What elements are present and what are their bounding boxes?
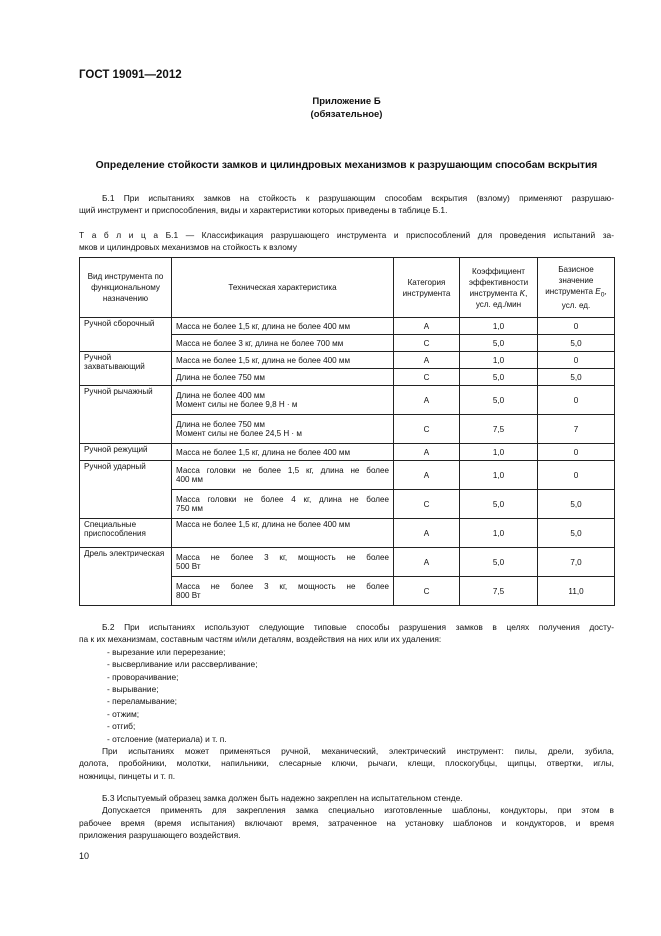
table-header-row xyxy=(80,258,615,318)
coefficient-cell: 7,5 xyxy=(460,415,538,444)
spec-cell: Масса не более 1,5 кг, длина не более 400 мм xyxy=(172,352,394,369)
category-cell: А xyxy=(394,519,460,548)
category-cell: А xyxy=(394,444,460,461)
coefficient-cell: 1,0 xyxy=(460,461,538,490)
spec-line: Масса головки не более 4 кг, длина не более xyxy=(176,495,389,504)
intro-paragraph xyxy=(79,192,614,217)
category-cell: С xyxy=(394,490,460,519)
base-value-cell: 0 xyxy=(538,444,615,461)
header-category: Категория инструмента xyxy=(394,258,460,318)
category-cell: С xyxy=(394,577,460,606)
spec-cell xyxy=(172,548,394,577)
tools-line: ножницы, пинцеты и т. п. xyxy=(79,770,176,781)
b2-line: па к их механизмам, составным частям и/или деталям, воздействия на них или их удаления: xyxy=(79,634,442,645)
spec-line: Длина не более 750 мм xyxy=(176,420,265,429)
base-value-cell: 5,0 xyxy=(538,369,615,386)
coefficient-cell: 7,5 xyxy=(460,577,538,606)
spec-line: Масса не более 3 кг, мощность не более xyxy=(176,553,389,562)
spec-cell: Длина не более 750 мм xyxy=(172,369,394,386)
spec-line: 400 мм xyxy=(176,475,203,484)
tool-kind: Специальные приспособления xyxy=(80,519,172,548)
spec-line: Длина не более 400 мм xyxy=(176,391,265,400)
tool-kind: Ручной ударный xyxy=(80,461,172,519)
caption-line: мков и цилиндровых механизмов на стойкость к взлому xyxy=(79,242,297,253)
list-item: - отгиб; xyxy=(107,721,136,732)
table-caption xyxy=(79,229,614,254)
category-cell: А xyxy=(394,318,460,335)
list-item: - вырывание; xyxy=(107,684,159,695)
spec-line: Момент силы не более 24,5 Н · м xyxy=(176,429,302,438)
spec-line: 750 мм xyxy=(176,504,203,513)
spec-cell: Масса не более 1,5 кг, длина не более 400 мм xyxy=(172,519,394,548)
coefficient-cell: 1,0 xyxy=(460,519,538,548)
base-value-cell: 7,0 xyxy=(538,548,615,577)
category-cell: А xyxy=(394,461,460,490)
base-value-cell: 7 xyxy=(538,415,615,444)
spec-line: Масса не более 3 кг, мощность не более xyxy=(176,582,389,591)
spec-cell xyxy=(172,386,394,415)
tool-kind: Ручной рычажный xyxy=(80,386,172,444)
coefficient-cell: 5,0 xyxy=(460,490,538,519)
tools-line: При испытаниях может применяться ручной, механический, электрический инструмент: пилы, дрели, зубила, xyxy=(102,746,614,757)
table-row xyxy=(80,519,615,548)
spec-cell xyxy=(172,577,394,606)
header-base-value: Базисное значение инструмента $E_0$, усл. ед. xyxy=(538,258,615,318)
coefficient-cell: 1,0 xyxy=(460,444,538,461)
appendix-status: (обязательное) xyxy=(310,109,383,120)
table-row xyxy=(80,386,615,415)
section-b2 xyxy=(79,621,614,782)
spec-line: Момент силы не более 9,8 Н · м xyxy=(176,400,298,409)
tool-kind: Ручной захватывающий xyxy=(80,352,172,386)
base-value-cell: 5,0 xyxy=(538,335,615,352)
b3-line: рабочее время (время испытания) включают время, затраченное на установку шаблонов и кондукторов, и время xyxy=(79,817,614,828)
spec-cell xyxy=(172,461,394,490)
spec-line: Масса головки не более 1,5 кг, длина не более xyxy=(176,466,389,475)
table-row xyxy=(80,318,615,335)
header-coefficient: Коэффициент эффективности инструмента K, усл. ед./мин xyxy=(460,258,538,318)
tools-line: долота, пробойники, молотки, напильники, слесарные ключи, рычаги, клещи, плоскогубцы, щипцы, отвертки, иглы, xyxy=(79,758,614,769)
category-cell: С xyxy=(394,369,460,386)
b3-line: приложения разрушающего воздействия. xyxy=(79,830,241,841)
b3-line: Допускается применять для закрепления замка специально изготовленные шаблоны, кондукторы, при этом в xyxy=(102,805,614,816)
spec-line: 500 Вт xyxy=(176,562,201,571)
coefficient-cell: 1,0 xyxy=(460,352,538,369)
list-item: - переламывание; xyxy=(107,696,177,707)
appendix-title: Приложение Б xyxy=(312,96,381,107)
spec-line: 800 Вт xyxy=(176,591,201,600)
category-cell: С xyxy=(394,335,460,352)
header-kind: Вид инструмента по функциональному назначению xyxy=(80,258,172,318)
category-cell: С xyxy=(394,415,460,444)
b2-line: Б.2 При испытаниях используют следующие типовые способы разрушения замков в целях получения досту- xyxy=(102,622,614,632)
base-value-cell: 5,0 xyxy=(538,490,615,519)
list-item: - отжим; xyxy=(107,708,140,719)
spec-cell xyxy=(172,415,394,444)
list-item: - проворачивание; xyxy=(107,671,179,682)
base-value-cell: 0 xyxy=(538,352,615,369)
section-title: Определение стойкости замков и цилиндровых механизмов к разрушающим способам вскрытия xyxy=(95,160,598,171)
table-row xyxy=(80,444,615,461)
base-value-cell: 0 xyxy=(538,461,615,490)
caption-line: Т а б л и ц а Б.1 — Классификация разрушающего инструмента и приспособлений для проведения испытаний за- xyxy=(79,230,614,240)
tool-classification-table xyxy=(79,257,615,606)
category-cell: А xyxy=(394,548,460,577)
list-item: - отслоение (материала) и т. п. xyxy=(107,733,227,744)
page-number: 10 xyxy=(79,851,90,861)
spec-cell: Масса не более 1,5 кг, длина не более 400 мм xyxy=(172,318,394,335)
base-value-cell: 0 xyxy=(538,386,615,415)
coefficient-cell: 1,0 xyxy=(460,318,538,335)
base-value-cell: 0 xyxy=(538,318,615,335)
tool-kind: Ручной режущий xyxy=(80,444,172,461)
list-item: - высверливание или рассверливание; xyxy=(107,659,258,670)
intro-line: Б.1 При испытаниях замков на стойкость к разрушающим способам вскрытия (взлому) применяют разрушаю- xyxy=(102,193,614,203)
spec-cell: Масса не более 3 кг, длина не более 700 мм xyxy=(172,335,394,352)
base-value-cell: 5,0 xyxy=(538,519,615,548)
spec-cell xyxy=(172,490,394,519)
tool-kind: Дрель электрическая xyxy=(80,548,172,606)
category-cell: А xyxy=(394,352,460,369)
intro-line: щий инструмент и приспособления, виды и характеристики которых приведены в таблице Б.1. xyxy=(79,205,448,216)
standard-number: ГОСТ 19091—2012 xyxy=(79,69,182,81)
table-row xyxy=(80,352,615,369)
category-cell: А xyxy=(394,386,460,415)
b3-line: Б.3 Испытуемый образец замка должен быть надежно закреплен на испытательном стенде. xyxy=(102,793,463,803)
header-spec: Техническая характеристика xyxy=(172,258,394,318)
base-value-cell: 11,0 xyxy=(538,577,615,606)
table-row xyxy=(80,461,615,490)
list-item: - вырезание или перерезание; xyxy=(107,646,226,657)
coefficient-cell: 5,0 xyxy=(460,548,538,577)
coefficient-cell: 5,0 xyxy=(460,335,538,352)
spec-cell: Масса не более 1,5 кг, длина не более 400 мм xyxy=(172,444,394,461)
tool-kind: Ручной сборочный xyxy=(80,318,172,352)
coefficient-cell: 5,0 xyxy=(460,386,538,415)
section-b3 xyxy=(79,792,614,842)
coefficient-cell: 5,0 xyxy=(460,369,538,386)
table-row xyxy=(80,548,615,577)
